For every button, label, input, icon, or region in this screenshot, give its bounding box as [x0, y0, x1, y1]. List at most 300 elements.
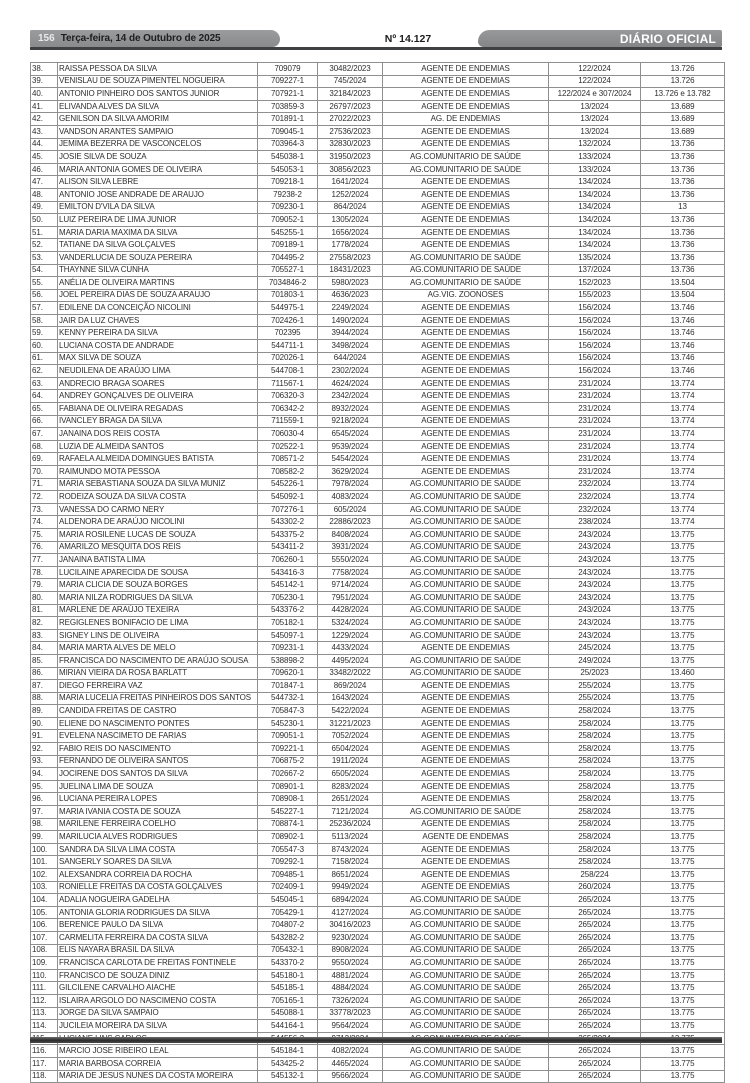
- row-number-cell: 38.: [31, 63, 58, 76]
- registration-cell: 543370-2: [258, 957, 318, 970]
- role-cell: AG.COMUNITARIO DE SAÚDE: [383, 894, 549, 907]
- process-cell: 5422/2024: [318, 705, 383, 718]
- registration-cell: 703859-3: [258, 100, 318, 113]
- row-number-cell: 67.: [31, 428, 58, 441]
- gazette-number-cell: 13.746: [641, 340, 725, 353]
- registration-cell: 544711-1: [258, 340, 318, 353]
- table-row: [31, 541, 725, 554]
- table-row: [31, 1057, 725, 1070]
- row-number-cell: 41.: [31, 100, 58, 113]
- gazette-number-cell: 13.736: [641, 163, 725, 176]
- process-cell: 6505/2024: [318, 768, 383, 781]
- header-rule: [30, 47, 722, 50]
- ordinance-cell: 243/2024: [549, 591, 641, 604]
- role-cell: AG.COMUNITARIO DE SAÚDE: [383, 503, 549, 516]
- gazette-number-cell: 13.775: [641, 692, 725, 705]
- ordinance-cell: 265/2024: [549, 1007, 641, 1020]
- ordinance-cell: 265/2024: [549, 919, 641, 932]
- table-row: [31, 201, 725, 214]
- gazette-number-cell: 13.775: [641, 906, 725, 919]
- name-cell: GILCILENE CARVALHO AIACHE: [58, 982, 258, 995]
- registration-cell: 543376-2: [258, 604, 318, 617]
- role-cell: AGENTE DE ENDEMAS: [383, 831, 549, 844]
- row-number-cell: 78.: [31, 566, 58, 579]
- table-row: [31, 188, 725, 201]
- name-cell: TATIANE DA SILVA GOLÇALVES: [58, 239, 258, 252]
- gazette-number-cell: 13.775: [641, 1070, 725, 1083]
- name-cell: MARIA SEBASTIANA SOUZA DA SILVA MUNIZ: [58, 478, 258, 491]
- gazette-number-cell: 13.774: [641, 377, 725, 390]
- name-cell: JANAINA BATISTA LIMA: [58, 554, 258, 567]
- gazette-number-cell: 13.774: [641, 516, 725, 529]
- ordinance-cell: 232/2024: [549, 478, 641, 491]
- gazette-number-cell: 13.775: [641, 982, 725, 995]
- gazette-title: DIÁRIO OFICIAL: [619, 31, 716, 46]
- row-number-cell: 98.: [31, 818, 58, 831]
- table-row: [31, 491, 725, 504]
- name-cell: ALDENORA DE ARAÚJO NICOLINI: [58, 516, 258, 529]
- name-cell: DIEGO FERREIRA VAZ: [58, 680, 258, 693]
- registration-cell: 709051-1: [258, 730, 318, 743]
- ordinance-cell: 258/2024: [549, 717, 641, 730]
- name-cell: MARIA BARBOSA CORREIA: [58, 1057, 258, 1070]
- row-number-cell: 97.: [31, 806, 58, 819]
- table-row: [31, 1045, 725, 1058]
- gazette-number-cell: 13.775: [641, 591, 725, 604]
- name-cell: CARMELITA FERREIRA DA COSTA SILVA: [58, 931, 258, 944]
- row-number-cell: 113.: [31, 1007, 58, 1020]
- ordinance-cell: 155/2023: [549, 289, 641, 302]
- process-cell: 605/2024: [318, 503, 383, 516]
- gazette-number-cell: 13.746: [641, 314, 725, 327]
- row-number-cell: 85.: [31, 654, 58, 667]
- ordinance-cell: 265/2024: [549, 1045, 641, 1058]
- ordinance-cell: 265/2024: [549, 1020, 641, 1033]
- ordinance-cell: 265/2024: [549, 969, 641, 982]
- row-number-cell: 49.: [31, 201, 58, 214]
- process-cell: 4083/2024: [318, 491, 383, 504]
- row-number-cell: 57.: [31, 302, 58, 315]
- process-cell: 8908/2024: [318, 944, 383, 957]
- registration-cell: 704807-2: [258, 919, 318, 932]
- name-cell: MARCIO JOSE RIBEIRO LEAL: [58, 1045, 258, 1058]
- role-cell: AG.COMUNITARIO DE SAÚDE: [383, 982, 549, 995]
- process-cell: 4624/2024: [318, 377, 383, 390]
- row-number-cell: 44.: [31, 138, 58, 151]
- ordinance-cell: 265/2024: [549, 1057, 641, 1070]
- role-cell: AG.COMUNITARIO DE SAÚDE: [383, 1057, 549, 1070]
- row-number-cell: 82.: [31, 617, 58, 630]
- row-number-cell: 46.: [31, 163, 58, 176]
- registration-cell: 545132-1: [258, 1070, 318, 1083]
- row-number-cell: 110.: [31, 969, 58, 982]
- table-row: [31, 554, 725, 567]
- name-cell: GENILSON DA SILVA AMORIM: [58, 113, 258, 126]
- gazette-number-cell: 13.775: [641, 730, 725, 743]
- table-row: [31, 390, 725, 403]
- name-cell: JEMIMA BEZERRA DE VASCONCELOS: [58, 138, 258, 151]
- registration-cell: 704495-2: [258, 251, 318, 264]
- process-cell: 5550/2024: [318, 554, 383, 567]
- table-row: [31, 63, 725, 76]
- name-cell: ANTONIO PINHEIRO DOS SANTOS JUNIOR: [58, 88, 258, 101]
- role-cell: AGENTE DE ENDEMIAS: [383, 302, 549, 315]
- process-cell: 5980/2023: [318, 277, 383, 290]
- row-number-cell: 88.: [31, 692, 58, 705]
- table-row: [31, 352, 725, 365]
- process-cell: 30482/2023: [318, 63, 383, 76]
- name-cell: RAFAELA ALMEIDA DOMINGUES BATISTA: [58, 453, 258, 466]
- table-row: [31, 818, 725, 831]
- process-cell: 22886/2023: [318, 516, 383, 529]
- registration-cell: 543282-2: [258, 931, 318, 944]
- process-cell: 2342/2024: [318, 390, 383, 403]
- row-number-cell: 64.: [31, 390, 58, 403]
- role-cell: AG.COMUNITARIO DE SAÚDE: [383, 1020, 549, 1033]
- process-cell: 4465/2024: [318, 1057, 383, 1070]
- table-row: [31, 151, 725, 164]
- registration-cell: 705165-1: [258, 994, 318, 1007]
- role-cell: AG.COMUNITARIO DE SAÚDE: [383, 654, 549, 667]
- registration-cell: 543302-2: [258, 516, 318, 529]
- page-number: 156: [38, 33, 55, 44]
- gazette-number-cell: 13.774: [641, 428, 725, 441]
- registration-cell: 545185-1: [258, 982, 318, 995]
- table-row: [31, 214, 725, 227]
- name-cell: RODEIZA SOUZA DA SILVA COSTA: [58, 491, 258, 504]
- gazette-number-cell: 13.774: [641, 453, 725, 466]
- ordinance-cell: 243/2024: [549, 617, 641, 630]
- registration-cell: 702667-2: [258, 768, 318, 781]
- table-row: [31, 604, 725, 617]
- role-cell: AGENTE DE ENDEMIAS: [383, 138, 549, 151]
- registration-cell: 705432-1: [258, 944, 318, 957]
- process-cell: 2249/2024: [318, 302, 383, 315]
- process-cell: 9714/2024: [318, 579, 383, 592]
- table-row: [31, 88, 725, 101]
- table-row: [31, 251, 725, 264]
- process-cell: 1229/2024: [318, 629, 383, 642]
- registration-cell: 701847-1: [258, 680, 318, 693]
- role-cell: AG.COMUNITARIO DE SAÚDE: [383, 931, 549, 944]
- gazette-number-cell: 13.775: [641, 881, 725, 894]
- table-row: [31, 768, 725, 781]
- ordinance-cell: 231/2024: [549, 390, 641, 403]
- registration-cell: 538898-2: [258, 654, 318, 667]
- row-number-cell: 95.: [31, 780, 58, 793]
- process-cell: 4127/2024: [318, 906, 383, 919]
- registration-cell: 708902-1: [258, 831, 318, 844]
- ordinance-cell: 258/2024: [549, 793, 641, 806]
- row-number-cell: 114.: [31, 1020, 58, 1033]
- row-number-cell: 101.: [31, 856, 58, 869]
- table-row: [31, 654, 725, 667]
- row-number-cell: 52.: [31, 239, 58, 252]
- process-cell: 31221/2023: [318, 717, 383, 730]
- process-cell: 27558/2023: [318, 251, 383, 264]
- name-cell: EDILENE DA CONCEIÇÃO NICOLINI: [58, 302, 258, 315]
- ordinance-cell: 243/2024: [549, 629, 641, 642]
- ordinance-cell: 132/2024: [549, 138, 641, 151]
- registration-cell: 708582-2: [258, 466, 318, 479]
- gazette-number-cell: 13.775: [641, 1057, 725, 1070]
- registration-cell: 709221-1: [258, 743, 318, 756]
- row-number-cell: 90.: [31, 717, 58, 730]
- table-row: [31, 894, 725, 907]
- name-cell: MARIA MARTA ALVES DE MELO: [58, 642, 258, 655]
- table-row: [31, 176, 725, 189]
- process-cell: 7121/2024: [318, 806, 383, 819]
- process-cell: 1911/2024: [318, 755, 383, 768]
- row-number-cell: 60.: [31, 340, 58, 353]
- role-cell: AGENTE DE ENDEMIAS: [383, 755, 549, 768]
- process-cell: 9218/2024: [318, 415, 383, 428]
- gazette-number-cell: 13.774: [641, 415, 725, 428]
- gazette-number-cell: 13.775: [641, 528, 725, 541]
- process-cell: 5324/2024: [318, 617, 383, 630]
- process-cell: 3629/2024: [318, 466, 383, 479]
- row-number-cell: 111.: [31, 982, 58, 995]
- registration-cell: 545038-1: [258, 151, 318, 164]
- header-title-tab: [478, 30, 722, 47]
- role-cell: AGENTE DE ENDEMIAS: [383, 768, 549, 781]
- table-row: [31, 944, 725, 957]
- table-row: [31, 743, 725, 756]
- row-number-cell: 81.: [31, 604, 58, 617]
- name-cell: MIRIAN VIEIRA DA ROSA BARLATT: [58, 667, 258, 680]
- name-cell: ANTONIO JOSE ANDRADE DE ARAUJO: [58, 188, 258, 201]
- role-cell: AGENTE DE ENDEMIAS: [383, 314, 549, 327]
- ordinance-cell: 231/2024: [549, 440, 641, 453]
- ordinance-cell: 265/2024: [549, 906, 641, 919]
- table-row: [31, 994, 725, 1007]
- process-cell: 25236/2024: [318, 818, 383, 831]
- registration-cell: 544975-1: [258, 302, 318, 315]
- ordinance-cell: 134/2024: [549, 188, 641, 201]
- gazette-number-cell: 13.504: [641, 289, 725, 302]
- table-row: [31, 75, 725, 88]
- gazette-number-cell: 13.736: [641, 176, 725, 189]
- registration-cell: 709485-1: [258, 869, 318, 882]
- process-cell: 7158/2024: [318, 856, 383, 869]
- process-cell: 745/2024: [318, 75, 383, 88]
- name-cell: MARLENE DE ARAÚJO TEXEIRA: [58, 604, 258, 617]
- gazette-number-cell: 13.775: [641, 919, 725, 932]
- page-header: [30, 30, 722, 50]
- process-cell: 33778/2023: [318, 1007, 383, 1020]
- name-cell: ELIVANDA ALVES DA SILVA: [58, 100, 258, 113]
- role-cell: AGENTE DE ENDEMIAS: [383, 340, 549, 353]
- role-cell: AGENTE DE ENDEMIAS: [383, 390, 549, 403]
- row-number-cell: 93.: [31, 755, 58, 768]
- row-number-cell: 107.: [31, 931, 58, 944]
- row-number-cell: 116.: [31, 1045, 58, 1058]
- table-row: [31, 869, 725, 882]
- table-row: [31, 327, 725, 340]
- registration-cell: 545180-1: [258, 969, 318, 982]
- role-cell: AG.COMUNITARIO DE SAÚDE: [383, 491, 549, 504]
- name-cell: CANDIDA FREITAS DE CASTRO: [58, 705, 258, 718]
- role-cell: AGENTE DE ENDEMIAS: [383, 869, 549, 882]
- table-body: [31, 63, 725, 1083]
- registration-cell: 543411-2: [258, 541, 318, 554]
- ordinance-cell: 238/2024: [549, 516, 641, 529]
- registration-cell: 543416-3: [258, 566, 318, 579]
- table-row: [31, 780, 725, 793]
- table-row: [31, 906, 725, 919]
- gazette-number-cell: 13.775: [641, 755, 725, 768]
- ordinance-cell: 156/2024: [549, 314, 641, 327]
- ordinance-cell: 243/2024: [549, 554, 641, 567]
- role-cell: AGENTE DE ENDEMIAS: [383, 743, 549, 756]
- row-number-cell: 59.: [31, 327, 58, 340]
- process-cell: 9550/2024: [318, 957, 383, 970]
- name-cell: MARIA DE JESUS NUNES DA COSTA MOREIRA: [58, 1070, 258, 1083]
- registration-cell: 79238-2: [258, 188, 318, 201]
- ordinance-cell: 231/2024: [549, 466, 641, 479]
- table-row: [31, 239, 725, 252]
- ordinance-cell: 258/2024: [549, 743, 641, 756]
- name-cell: MARILENE FERREIRA COELHO: [58, 818, 258, 831]
- role-cell: AG.COMUNITARIO DE SAÚDE: [383, 906, 549, 919]
- name-cell: FRANCISCA DO NASCIMENTO DE ARAÚJO SOUSA: [58, 654, 258, 667]
- role-cell: AG.COMUNITARIO DE SAÚDE: [383, 264, 549, 277]
- row-number-cell: 102.: [31, 869, 58, 882]
- ordinance-cell: 243/2024: [549, 566, 641, 579]
- ordinance-cell: 258/2024: [549, 843, 641, 856]
- table-row: [31, 125, 725, 138]
- registration-cell: 708874-1: [258, 818, 318, 831]
- table-row: [31, 617, 725, 630]
- table-row: [31, 919, 725, 932]
- name-cell: MARIA CLICIA DE SOUZA BORGES: [58, 579, 258, 592]
- registration-cell: 708571-2: [258, 453, 318, 466]
- role-cell: AGENTE DE ENDEMIAS: [383, 843, 549, 856]
- registration-cell: 705182-1: [258, 617, 318, 630]
- table-row: [31, 340, 725, 353]
- row-number-cell: 109.: [31, 957, 58, 970]
- registration-cell: 701891-1: [258, 113, 318, 126]
- row-number-cell: 104.: [31, 894, 58, 907]
- registration-cell: 545255-1: [258, 226, 318, 239]
- table-row: [31, 528, 725, 541]
- row-number-cell: 54.: [31, 264, 58, 277]
- table-row: [31, 100, 725, 113]
- registration-cell: 706342-2: [258, 403, 318, 416]
- registration-cell: 706030-4: [258, 428, 318, 441]
- name-cell: RONIELLE FREITAS DA COSTA GOLÇALVES: [58, 881, 258, 894]
- row-number-cell: 99.: [31, 831, 58, 844]
- registration-cell: 709292-1: [258, 856, 318, 869]
- role-cell: AGENTE DE ENDEMIAS: [383, 214, 549, 227]
- name-cell: REGIGLENES BONIFACIO DE LIMA: [58, 617, 258, 630]
- gazette-number-cell: 13.775: [641, 957, 725, 970]
- header-date: Terça-feira, 14 de Outubro de 2025: [60, 33, 221, 44]
- edition-number: Nº 14.127: [384, 32, 432, 45]
- registration-cell: 709620-1: [258, 667, 318, 680]
- row-number-cell: 58.: [31, 314, 58, 327]
- row-number-cell: 40.: [31, 88, 58, 101]
- role-cell: AGENTE DE ENDEMIAS: [383, 642, 549, 655]
- role-cell: AG.COMUNITARIO DE SAÚDE: [383, 944, 549, 957]
- ordinance-cell: 133/2024: [549, 151, 641, 164]
- registration-cell: 702395: [258, 327, 318, 340]
- ordinance-cell: 231/2024: [549, 403, 641, 416]
- ordinance-cell: 258/2024: [549, 768, 641, 781]
- role-cell: AGENTE DE ENDEMIAS: [383, 415, 549, 428]
- gazette-number-cell: 13.775: [641, 931, 725, 944]
- row-number-cell: 55.: [31, 277, 58, 290]
- gazette-number-cell: 13.460: [641, 667, 725, 680]
- gazette-number-cell: 13.775: [641, 1007, 725, 1020]
- name-cell: MARIA ROSILENE LUCAS DE SOUZA: [58, 528, 258, 541]
- role-cell: AG.COMUNITARIO DE SAÚDE: [383, 579, 549, 592]
- registration-cell: 545092-1: [258, 491, 318, 504]
- process-cell: 9566/2024: [318, 1070, 383, 1083]
- registration-cell: 711559-1: [258, 415, 318, 428]
- role-cell: AGENTE DE ENDEMIAS: [383, 63, 549, 76]
- row-number-cell: 51.: [31, 226, 58, 239]
- role-cell: AG.COMUNITARIO DE SAÚDE: [383, 516, 549, 529]
- process-cell: 7951/2024: [318, 591, 383, 604]
- process-cell: 4636/2023: [318, 289, 383, 302]
- name-cell: MARIA IVANIA COSTA DE SOUZA: [58, 806, 258, 819]
- gazette-number-cell: 13.775: [641, 994, 725, 1007]
- role-cell: AGENTE DE ENDEMIAS: [383, 680, 549, 693]
- process-cell: 9949/2024: [318, 881, 383, 894]
- role-cell: AG.COMUNITARIO DE SAÚDE: [383, 667, 549, 680]
- table-row: [31, 591, 725, 604]
- name-cell: ALEXSANDRA CORREIA DA ROCHA: [58, 869, 258, 882]
- process-cell: 8743/2024: [318, 843, 383, 856]
- process-cell: 32184/2023: [318, 88, 383, 101]
- ordinance-cell: 137/2024: [549, 264, 641, 277]
- name-cell: JUCILEIA MOREIRA DA SILVA: [58, 1020, 258, 1033]
- registration-cell: 705429-1: [258, 906, 318, 919]
- role-cell: AGENTE DE ENDEMIAS: [383, 365, 549, 378]
- role-cell: AG.COMUNITARIO DE SAÚDE: [383, 566, 549, 579]
- process-cell: 7326/2024: [318, 994, 383, 1007]
- ordinance-cell: 152/2023: [549, 277, 641, 290]
- table-row: [31, 629, 725, 642]
- ordinance-cell: 255/2024: [549, 692, 641, 705]
- row-number-cell: 103.: [31, 881, 58, 894]
- role-cell: AGENTE DE ENDEMIAS: [383, 730, 549, 743]
- registration-cell: 701803-1: [258, 289, 318, 302]
- role-cell: AG.COMUNITARIO DE SAÚDE: [383, 1070, 549, 1083]
- name-cell: FRANCISCO DE SOUZA DINIZ: [58, 969, 258, 982]
- ordinance-cell: 258/224: [549, 869, 641, 882]
- ordinance-cell: 232/2024: [549, 503, 641, 516]
- registration-cell: 706320-3: [258, 390, 318, 403]
- process-cell: 1252/2024: [318, 188, 383, 201]
- process-cell: 32830/2023: [318, 138, 383, 151]
- ordinance-cell: 245/2024: [549, 642, 641, 655]
- process-cell: 864/2024: [318, 201, 383, 214]
- role-cell: AG.COMUNITARIO DE SAÚDE: [383, 478, 549, 491]
- gazette-number-cell: 13.775: [641, 642, 725, 655]
- ordinance-cell: 156/2024: [549, 365, 641, 378]
- registration-cell: 543425-2: [258, 1057, 318, 1070]
- name-cell: VENISLAU DE SOUZA PIMENTEL NOGUEIRA: [58, 75, 258, 88]
- role-cell: AG.COMUNITARIO DE SAÚDE: [383, 957, 549, 970]
- row-number-cell: 62.: [31, 365, 58, 378]
- process-cell: 2302/2024: [318, 365, 383, 378]
- gazette-number-cell: 13.775: [641, 554, 725, 567]
- ordinance-cell: 260/2024: [549, 881, 641, 894]
- role-cell: AGENTE DE ENDEMIAS: [383, 125, 549, 138]
- name-cell: ALISON SILVA LEBRE: [58, 176, 258, 189]
